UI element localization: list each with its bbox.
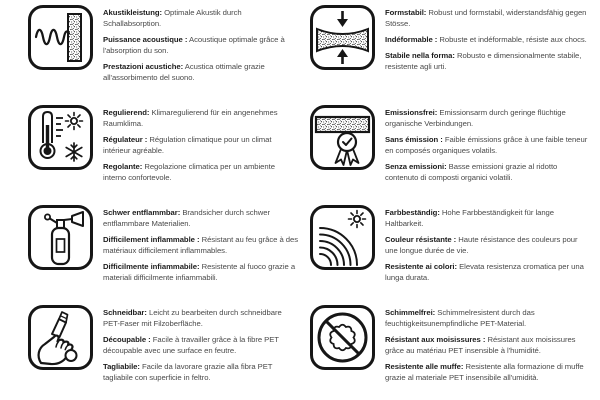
feature-it-label: Senza emissioni: [385,162,447,171]
feature-card-acoustic [0,5,300,105]
feature-fr-label: Difficilement inflammable : [103,235,200,244]
feature-de: Schneidbar: Leicht zu bearbeiten durch schneidbare PET-Faser mit Filzoberfläche. [103,308,282,328]
feature-de: Regulierend: Klimaregulierend für ein angenehmes Raumklima. [103,108,278,128]
feature-de-label: Farbbeständig: [385,208,440,217]
feature-de-label: Regulierend: [103,108,150,117]
feature-de: Schwer entflammbar: Brandsicher durch schwer entflammbare Materialien. [103,208,271,228]
feature-fr: Couleur résistante : Haute résistance des couleurs pour une longue durée de vie. [385,235,578,255]
feature-de: Farbbeständig: Hohe Farbbeständigkeit für lange Haltbarkeit. [385,208,554,228]
feature-it: Difficilmente infiammabile: Resistente al fuoco grazie a materiali difficilmente infiammabili. [103,262,296,282]
feature-it: Prestazioni acustiche: Acustica ottimale grazie all'assorbimento del suono. [103,62,265,82]
feature-fr: Sans émission : Faible émissions grâce à une faible teneur en composés organiques volatils. [385,135,588,155]
feature-card-cuttable [0,305,300,400]
feature-texts [385,105,591,188]
feature-de-label: Emissionsfrei: [385,108,438,117]
feature-it-label: Difficilmente infiammabile: [103,262,200,271]
feature-fr: Découpable : Facile à travailler grâce à la fibre PET découpable avec une surface en feutre. [103,335,279,355]
no-mold-icon [313,308,372,367]
feature-fr-label: Puissance acoustique : [103,35,188,44]
icon-frame [28,305,93,370]
thermometer-climate-icon [31,108,90,167]
hand-cutter-icon [31,308,90,367]
feature-it: Resistente ai colori: Elevata resistenza cromatica per una lunga durata. [385,262,584,282]
icon-frame [310,305,375,370]
feature-card-colorfast [300,205,600,305]
icon-frame [310,5,375,70]
icon-frame [310,205,375,270]
feature-texts [103,205,300,288]
feature-it: Tagliabile: Facile da lavorare grazie alla fibra PET tagliabile con superficie in feltro. [103,362,273,382]
feature-de-label: Schwer entflammbar: [103,208,181,217]
feature-texts [103,105,300,188]
feature-texts [103,305,300,388]
feature-card-moldfree [300,305,600,400]
feature-card-formstable [300,5,600,105]
fire-extinguisher-icon [31,208,90,267]
feature-de: Schimmelfrei: Schimmelresistent durch das feuchtigkeitsunempfindliche PET-Material. [385,308,535,328]
feature-fr-label: Sans émission : [385,135,443,144]
icon-frame [28,5,93,70]
feature-fr-label: Résistant aux moisissures : [385,335,486,344]
feature-it: Resistente alle muffe: Resistente alla formazione di muffe grazie al materiale PET insensibile all'umidità. [385,362,584,382]
feature-fr: Résistant aux moisissures : Résistant aux moisissures grâce au matériau PET insensible à l'humidité. [385,335,576,355]
feature-texts [385,5,591,77]
feature-fr-label: Régulateur : [103,135,148,144]
feature-de-label: Akustikleistung: [103,8,162,17]
feature-de: Akustikleistung: Optimale Akustik durch Schallabsorption. [103,8,242,28]
feature-it-label: Stabile nella forma: [385,51,455,60]
feature-it: Stabile nella forma: Robusto e dimensionalmente stabile, resistente agli urti. [385,51,582,71]
feature-de: Emissionsfrei: Emissionsarm durch geringe flüchtige organische Verbindungen. [385,108,566,128]
feature-fr: Indéformable : Robuste et indéformable, résiste aux chocs. [385,35,587,44]
feature-it-label: Resistente alle muffe: [385,362,464,371]
feature-fr: Difficilement inflammable : Résistant au feu grâce à des matériaux difficilement inflammables. [103,235,299,255]
acoustic-panel-icon [31,8,90,67]
feature-card-flameretardant [0,205,300,305]
compression-arrows-icon [313,8,372,67]
icon-frame [310,105,375,170]
feature-fr-label: Indéformable : [385,35,438,44]
feature-de-label: Schimmelfrei: [385,308,436,317]
feature-de-label: Schneidbar: [103,308,147,317]
feature-it-label: Prestazioni acustiche: [103,62,184,71]
feature-texts [385,305,591,388]
feature-card-emissionfree [300,105,600,205]
icon-frame [28,105,93,170]
rainbow-sun-icon [313,208,372,267]
feature-de: Formstabil: Robust und formstabil, widerstandsfähig gegen Stösse. [385,8,587,28]
feature-fr: Régulateur : Régulation climatique pour un climat intérieur agréable. [103,135,272,155]
feature-fr-label: Découpable : [103,335,151,344]
certified-panel-icon [313,108,372,167]
feature-card-regulating [0,105,300,205]
feature-fr-label: Couleur résistante : [385,235,457,244]
feature-de-label: Formstabil: [385,8,427,17]
feature-it-label: Resistente ai colori: [385,262,458,271]
feature-it-label: Tagliabile: [103,362,140,371]
feature-texts [385,205,591,288]
feature-fr: Puissance acoustique : Acoustique optimale grâce à l'absorption du son. [103,35,285,55]
icon-frame [28,205,93,270]
feature-it: Regolante: Regolazione climatica per un ambiente interno confortevole. [103,162,275,182]
feature-texts [103,5,300,88]
feature-it: Senza emissioni: Basse emissioni grazie al ridotto contenuto di composti organici volatili. [385,162,558,182]
feature-it-label: Regolante: [103,162,143,171]
